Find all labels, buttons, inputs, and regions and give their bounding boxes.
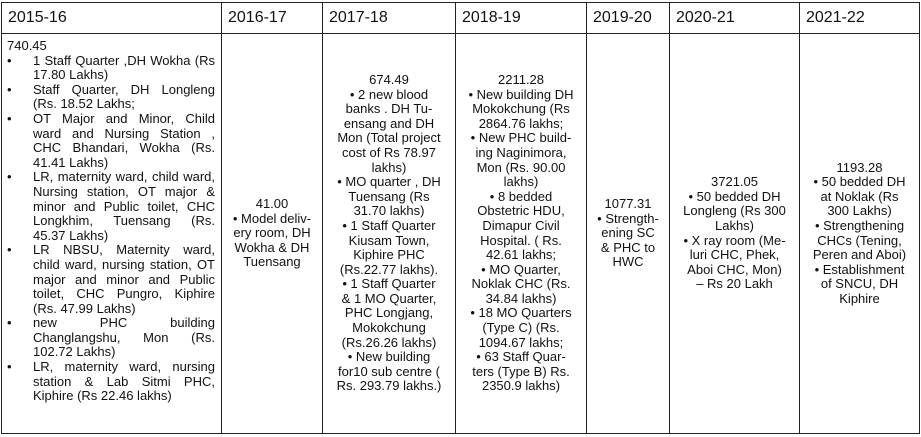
text-line: CHCs (Tening, [817,232,902,248]
text-line: for10 sub centre ( [338,363,440,379]
text-line: of SNCU, DH [820,276,899,292]
header-2018-19: 2018-19 [456,3,587,34]
text-line: – Rs 20 Lakh [696,276,773,292]
text-line: ening SC [601,225,655,241]
text-line: • New PHC build- [470,130,572,146]
header-2021-22: 2021-22 [800,3,920,34]
text-line: (Rs.26.26 lakhs) [341,334,437,350]
text-line: lakhs) [503,174,539,190]
text-line: Obstetric HDU, [477,203,565,219]
text-line: PHC Longjang, [344,305,434,321]
text-line: 2350.9 lakhs) [481,378,561,394]
cell-2019-20 [587,34,670,434]
text-line: ters (Type B) Rs. [472,363,570,379]
list-item: • new PHC building Changlangshu, Mon (Rs. 102.72 Lakhs) [7,316,215,360]
amount-value: 41.00 [255,196,289,212]
text-line: • 50 bedded DH [813,174,906,190]
header-2020-21: 2020-21 [670,3,800,34]
header-2015-16: 2015-16 [2,3,222,34]
cell-2016-17 [222,34,323,434]
text-line: • Strengthening [814,217,905,233]
text-line: • Model deliv- [232,210,312,226]
text-line: Rs. 293.79 lakhs.) [336,378,442,394]
list-item: • LR, maternity ward, nursing station & Lab Sitmi PHC, Kiphire (Rs 22.46 lakhs) [7,360,215,404]
text-line: (Rs.22.77 lakhs). [339,261,439,277]
text-line: • Strength- [597,210,659,226]
list-item: • OT Major and Minor, Child ward and Nursing Station , CHC Bhandari, Wokha (Rs. 41.41 Lakhs) [7,112,215,170]
text-line: Kiusam Town, [348,232,430,248]
header-2017-18: 2017-18 [323,3,456,34]
text-line: Tuensang (Rs [348,188,430,204]
text-line: • 1 Staff Quarter [342,217,436,233]
list-item: • LR NBSU, Maternity ward, child ward, nursing station, OT major and minor and Public toilet, CHC Pungro, Kiphire (Rs. 47.99 Lakhs) [7,243,215,316]
amount-value: 3721.05 [711,174,758,190]
text-line: cost of Rs 78.97 [342,144,436,160]
amount-value: 674.49 [369,71,409,87]
text-line: & PHC to [600,239,656,255]
text-line: Lakhs) [714,217,755,233]
text-line: • 1 Staff Quarter [342,276,436,292]
text-line: 2864.76 lakhs; [478,115,564,131]
text-line: • MO Quarter, [481,261,561,277]
header-row [2,3,920,34]
text-line: ensang and DH [343,115,435,131]
text-line: • 2 new blood [349,86,429,102]
text-line: 31.70 lakhs) [353,203,425,219]
text-line: Wokha & DH [234,239,310,255]
text-line: 300 Lakhs) [827,203,892,219]
text-line: lakhs) [371,159,407,175]
text-line: Hospital. ( Rs. [480,232,562,248]
amount-value: 1077.31 [604,196,652,212]
text-line: Mon (Total project [337,130,441,146]
text-line: banks . DH Tu- [345,101,433,117]
text-line: 1094.67 lakhs; [478,334,564,350]
text-line: Kiphire [839,290,880,306]
text-line: Longleng (Rs 300 [683,203,786,219]
header-2019-20: 2019-20 [587,3,670,34]
text-line: Mokokchung [352,320,426,336]
cell-2021-22 [800,34,920,434]
project-list-2015-16 [7,54,215,404]
text-line: Kiphire PHC [353,247,425,263]
text-line: Mon (Rs. 90.00 [476,159,566,175]
text-line: at Noklak (Rs [820,188,899,204]
list-item: • LR, maternity ward, child ward, Nursing station, OT major & minor and Public toilet, CHC Longkhim, Tuensang (Rs. 45.37 Lakhs) [7,170,215,243]
budget-table [1,2,920,434]
text-line: Peren and Aboi) [812,247,907,263]
text-line: • 8 bedded [489,188,553,204]
text-line: Mokokchung (Rs [472,101,570,117]
cell-2017-18 [323,34,456,434]
cell-2018-19 [456,34,587,434]
text-line: & 1 MO Quarter, [341,290,437,306]
text-line: Tuensang [243,254,301,270]
text-line: ing Naginimora, [475,144,567,160]
text-line: ery room, DH [233,225,311,241]
text-line: • 63 Staff Quar- [476,349,566,365]
list-item: • 1 Staff Quarter ,DH Wokha (Rs 17.80 Lakhs) [7,54,215,83]
text-line: Noklak CHC (Rs. [471,276,571,292]
amount-value: 1193.28 [836,159,883,175]
list-item: • Staff Quarter, DH Longleng (Rs. 18.52 Lakhs; [7,83,215,112]
amount-2015-16: 740.45 [7,38,47,53]
header-2016-17: 2016-17 [222,3,323,34]
text-line: • 50 bedded DH [688,188,781,204]
text-line: • X ray room (Me- [683,232,786,248]
text-line: • MO quarter , DH [337,174,441,190]
text-line: HWC [612,254,644,270]
text-line: (Type C) (Rs. [482,320,560,336]
text-line: • New building [347,349,431,365]
text-line: 34.84 lakhs) [485,290,557,306]
text-line: • 18 MO Quarters [470,305,572,321]
cell-2020-21 [670,34,800,434]
text-line: • New building DH [468,86,574,102]
text-line: 42.61 lakhs; [485,247,557,263]
text-line: Dimapur Civil [482,217,560,233]
amount-value: 2211.28 [497,71,545,87]
text-line: • Establishment [814,261,905,277]
cell-2015-16 [2,34,222,434]
text-line: Aboi CHC, Mon) [687,261,782,277]
data-row [2,34,920,434]
text-line: luri CHC, Phek, [689,247,780,263]
